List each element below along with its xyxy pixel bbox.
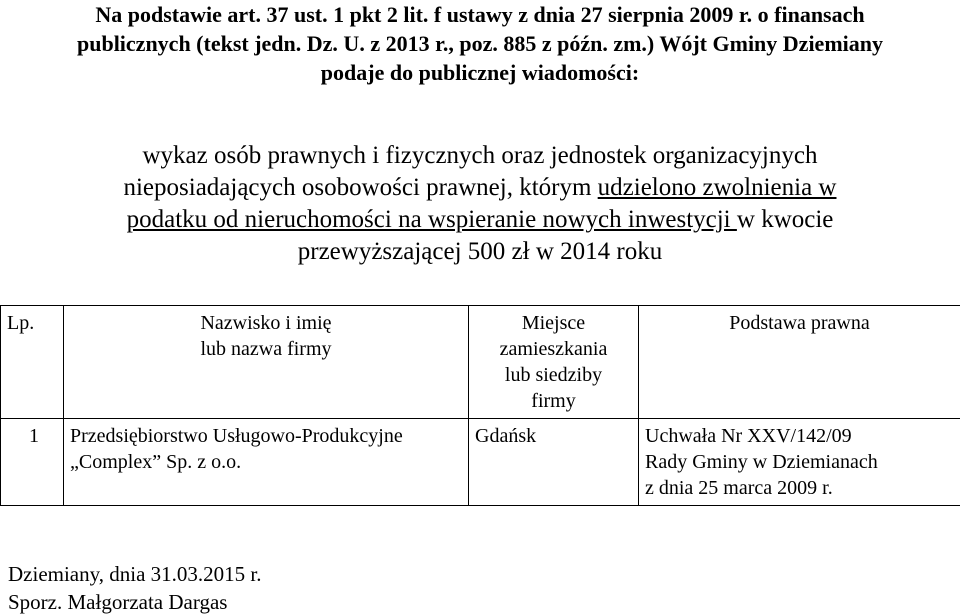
legal-basis-line: Na podstawie art. 37 ust. 1 pkt 2 lit. f ustawy z dnia 27 sierpnia 2009 r. o finansach <box>0 0 960 29</box>
header-name-line: lub nazwa firmy <box>70 336 462 362</box>
cell-place: Gdańsk <box>469 419 639 506</box>
header-legal-basis: Podstawa prawna <box>639 306 960 419</box>
title-text: nieposiadających osobowości prawnej, którym <box>123 174 597 201</box>
title-line: wykaz osób prawnych i fizycznych oraz jednostek organizacyjnych <box>0 140 960 172</box>
cell-name <box>64 419 469 506</box>
title-text: w kwocie <box>737 206 834 233</box>
cell-name-line: „Complex” Sp. z o.o. <box>70 449 462 475</box>
cell-basis-line: Uchwała Nr XXV/142/09 <box>645 423 954 449</box>
table-header-row <box>1 306 960 419</box>
place-date: Dziemiany, dnia 31.03.2015 r. <box>8 560 262 588</box>
cell-lp: 1 <box>1 419 64 506</box>
legal-basis-line: podaje do publicznej wiadomości: <box>0 58 960 87</box>
legal-basis-paragraph <box>0 0 960 87</box>
title-line <box>0 204 960 236</box>
signature-block <box>8 560 262 616</box>
header-lp: Lp. <box>1 306 64 419</box>
header-name <box>64 306 469 419</box>
cell-legal-basis <box>639 419 960 506</box>
title-underlined-text: udzielono zwolnienia w <box>598 174 837 201</box>
cell-basis-line: Rady Gminy w Dziemianach <box>645 449 954 475</box>
document-title <box>0 140 960 268</box>
exemption-table <box>0 305 960 506</box>
header-place-line: zamieszkania <box>475 336 632 362</box>
header-name-line: Nazwisko i imię <box>70 310 462 336</box>
table-row <box>1 419 960 506</box>
header-place-line: firmy <box>475 388 632 414</box>
title-line <box>0 172 960 204</box>
title-underlined-text: podatku od nieruchomości na wspieranie nowych inwestycji <box>127 206 737 233</box>
header-place-line: Miejsce <box>475 310 632 336</box>
prepared-by: Sporz. Małgorzata Dargas <box>8 588 262 616</box>
legal-basis-line: publicznych (tekst jedn. Dz. U. z 2013 r., poz. 885 z późn. zm.) Wójt Gminy Dziemiany <box>0 29 960 58</box>
header-place-line: lub siedziby <box>475 362 632 388</box>
header-place <box>469 306 639 419</box>
cell-name-line: Przedsiębiorstwo Usługowo-Produkcyjne <box>70 423 462 449</box>
cell-basis-line: z dnia 25 marca 2009 r. <box>645 475 954 501</box>
title-line: przewyższającej 500 zł w 2014 roku <box>0 236 960 268</box>
